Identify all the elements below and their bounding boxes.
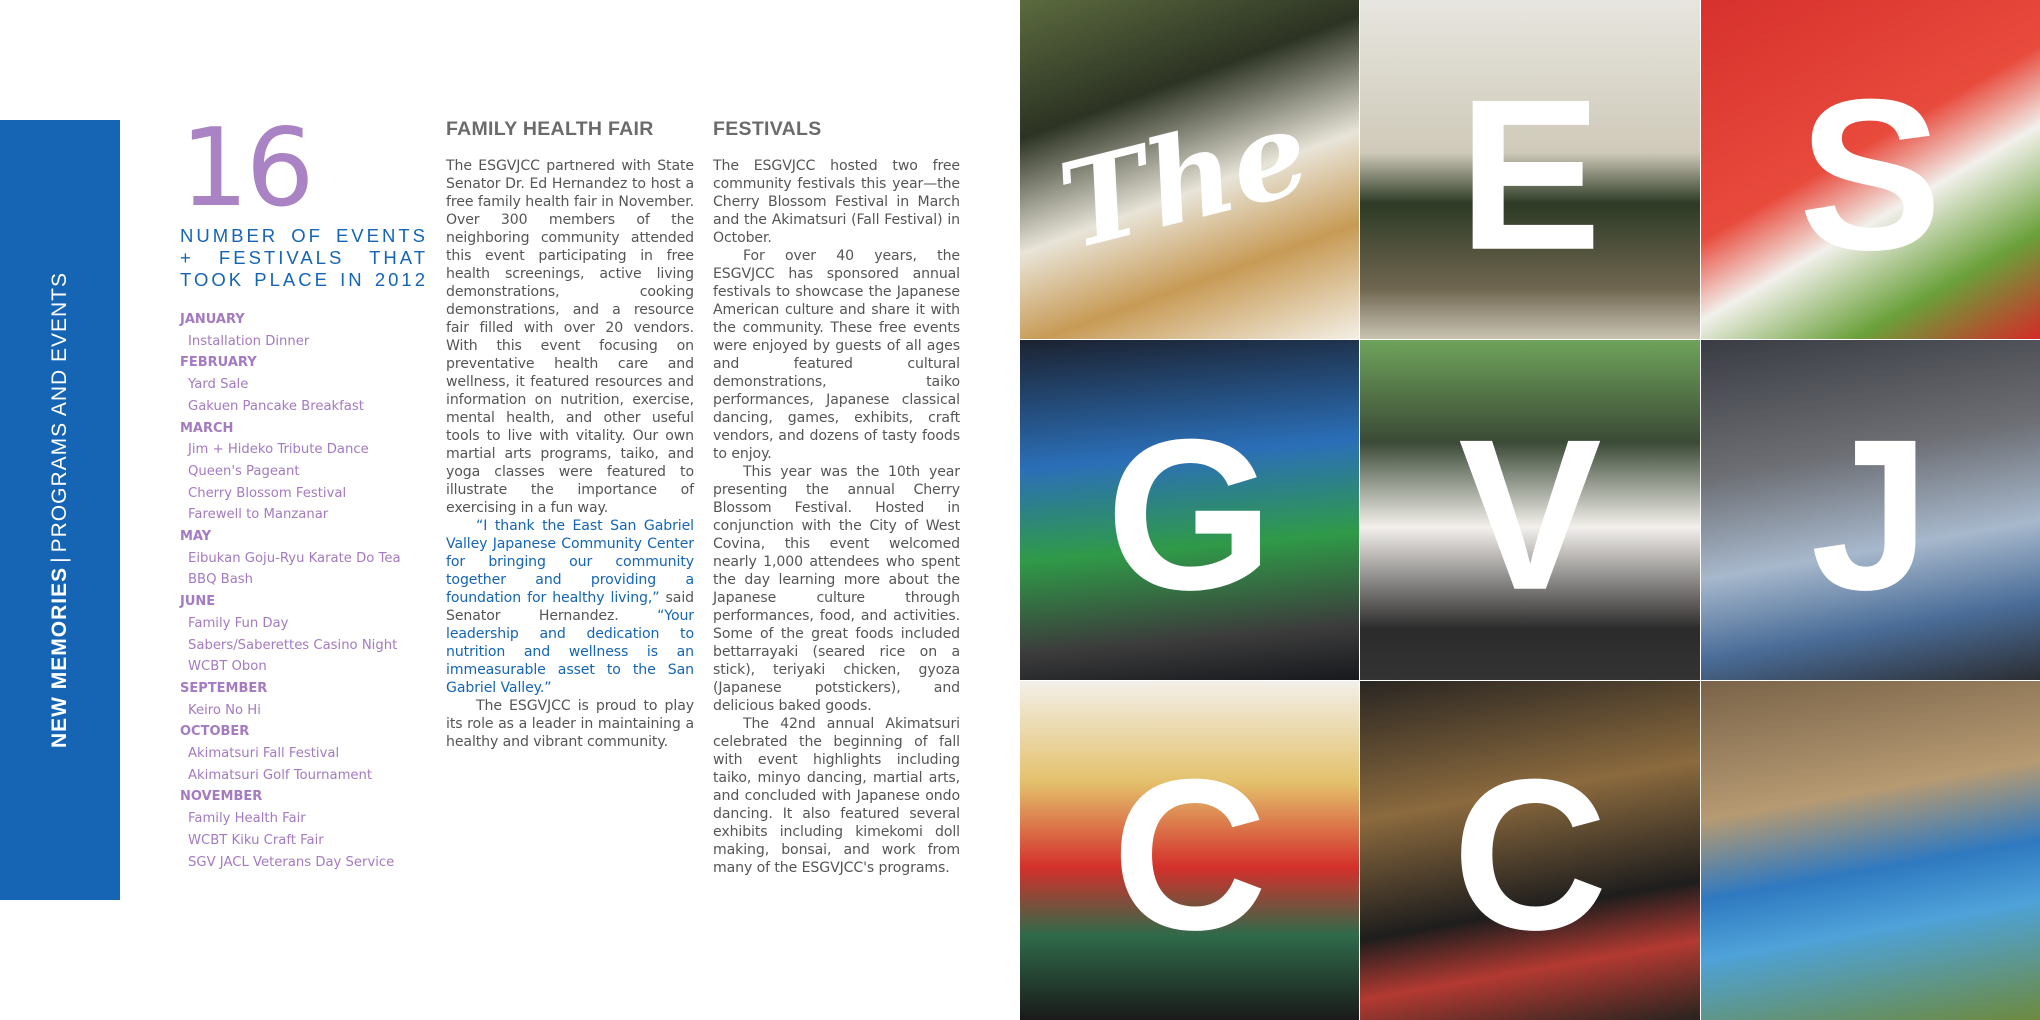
health-fair-paragraph: The ESGVJCC partnered with State Senator Dr. Ed Hernandez to host a free family health fair in November. Over 300 members of the neighboring community attended this event participating in free health screenings, active living demonstrations, cooking demonstrations, and a resource fair filled with over 20 vendors. With this event focusing on preventative health care and wellness, it featured resources and information on nutrition, exercise, mental health, and other useful tools to live with vitality. Our own martial arts programs, taiko, and yoga classes were featured to illustrate the importance of exercising in a fun way.: [446, 158, 694, 516]
section-label-rest: PROGRAMS AND EVENTS: [48, 271, 71, 553]
calendar-event: Queen's Pageant: [188, 463, 300, 479]
photo-food-vendor: [1020, 0, 1359, 339]
calendar-month: SEPTEMBER: [180, 680, 268, 696]
senator-quote-2: “Your leadership and dedication to nutrition and wellness is an immeasurable asset to the San Gabriel Valley.”: [446, 608, 694, 696]
calendar-event: WCBT Obon: [188, 659, 267, 675]
photo-boy-with-goldfish: [1701, 340, 2040, 679]
calendar-event: Family Fun Day: [188, 615, 289, 631]
photo-bonsai: [1360, 0, 1699, 339]
overlay-letter-c: C: [1112, 734, 1268, 976]
festivals-paragraph-1: The ESGVJCC hosted two free community festivals this year—the Cherry Blossom Festival in March and the Akimatsuri (Fall Festival) in October.: [713, 158, 960, 246]
festivals-article: [713, 118, 960, 877]
calendar-event: Farewell to Manzanar: [188, 507, 329, 523]
festivals-paragraph-2: For over 40 years, the ESGVJCC has sponsored annual festivals to showcase the Japanese American culture and share it with the community. These free events were enjoyed by guests of all ages and featured cultural demonstrations, taiko performances, Japanese classical dancing, games, exhibits, craft vendors, and dozens of tasty foods to enjoy.: [713, 248, 960, 462]
calendar-event: Keiro No Hi: [188, 702, 261, 718]
photo-fan-dancers: [1701, 681, 2040, 1020]
calendar-event: Jim + Hideko Tribute Dance: [188, 442, 369, 458]
calendar-event: BBQ Bash: [188, 572, 254, 588]
calendar-event: Akimatsuri Fall Festival: [188, 746, 340, 762]
festivals-paragraph-3: This year was the 10th year presenting the annual Cherry Blossom Festival. Hosted in conjunction with the City of West Covina, this event welcomed nearly 1,000 attendees who spent the day learning more about the Japanese culture through performances, food, and activities. Some of the great foods included bettarrayaki (seared rice on a stick), teriyaki chicken, gyoza (Japanese potstickers), and delicious baked goods.: [713, 464, 960, 714]
events-count: 16: [180, 106, 312, 231]
photo-festival-food: [1701, 0, 2040, 339]
overlay-letter-c-2: C: [1452, 734, 1608, 976]
health-fair-closing: The ESGVJCC is proud to play its role as a leader in maintaining a healthy and vibrant community.: [446, 698, 694, 750]
overlay-letter-v: V: [1458, 393, 1602, 635]
calendar-event: Sabers/Saberettes Casino Night: [188, 637, 398, 653]
festivals-title: FESTIVALS: [713, 118, 822, 140]
section-label-bold: NEW MEMORIES: [48, 566, 71, 749]
events-count-caption: NUMBER OF EVENTS + FESTIVALS THAT TOOK PLACE IN 2012: [180, 225, 428, 290]
calendar-event: Yard Sale: [188, 377, 249, 393]
festivals-paragraph-4: The 42nd annual Akimatsuri celebrated the beginning of fall with event highlights including taiko, minyo dancing, martial arts, and concluded with Japanese ondo dancing. It also featured several exhibits including kimekomi doll making, bonsai, and work from many of the ESGVJCC's programs.: [713, 716, 960, 876]
health-fair-title: FAMILY HEALTH FAIR: [446, 118, 654, 140]
photo-taiko-drummer: [1360, 681, 1699, 1020]
photo-japanese-doll: [1020, 681, 1359, 1020]
section-label: [48, 272, 72, 748]
calendar-event: Akimatsuri Golf Tournament: [188, 767, 373, 783]
overlay-the: The: [1046, 80, 1322, 277]
calendar-month: JUNE: [180, 594, 216, 610]
overlay-letter-j: J: [1810, 393, 1931, 635]
health-fair-article: [446, 118, 694, 751]
calendar-event: WCBT Kiku Craft Fair: [188, 832, 324, 848]
section-label-separator: |: [48, 556, 71, 563]
overlay-letter-s: S: [1798, 53, 1943, 295]
calendar-month: NOVEMBER: [180, 789, 263, 805]
calendar-event: Cherry Blossom Festival: [188, 485, 347, 501]
calendar-month: MAY: [180, 529, 212, 545]
calendar-event: SGV JACL Veterans Day Service: [188, 854, 395, 870]
overlay-letter-g: G: [1106, 393, 1274, 635]
calendar-event: Gakuen Pancake Breakfast: [188, 398, 364, 414]
senator-quote-1: “I thank the East San Gabriel Valley Japanese Community Center for bringing our community together and providing a foundation for healthy living,”: [446, 518, 694, 606]
calendar-event: Installation Dinner: [188, 333, 310, 349]
calendar-event: Eibukan Goju-Ryu Karate Do Tea: [188, 550, 401, 566]
event-calendar: [180, 309, 430, 873]
quote-attribution: said Senator Hernandez.: [446, 590, 695, 624]
photo-grid: [1020, 0, 2040, 1020]
calendar-month: JANUARY: [180, 312, 245, 327]
calendar-event: Family Health Fair: [188, 811, 306, 827]
health-fair-quote-paragraph: [446, 517, 694, 697]
photo-festival-queens: [1360, 340, 1699, 679]
calendar-month: FEBRUARY: [180, 355, 257, 371]
overlay-letter-e: E: [1458, 53, 1602, 295]
calendar-month: MARCH: [180, 420, 234, 436]
calendar-month: OCTOBER: [180, 724, 250, 740]
photo-health-fair-banner: [1020, 340, 1359, 679]
